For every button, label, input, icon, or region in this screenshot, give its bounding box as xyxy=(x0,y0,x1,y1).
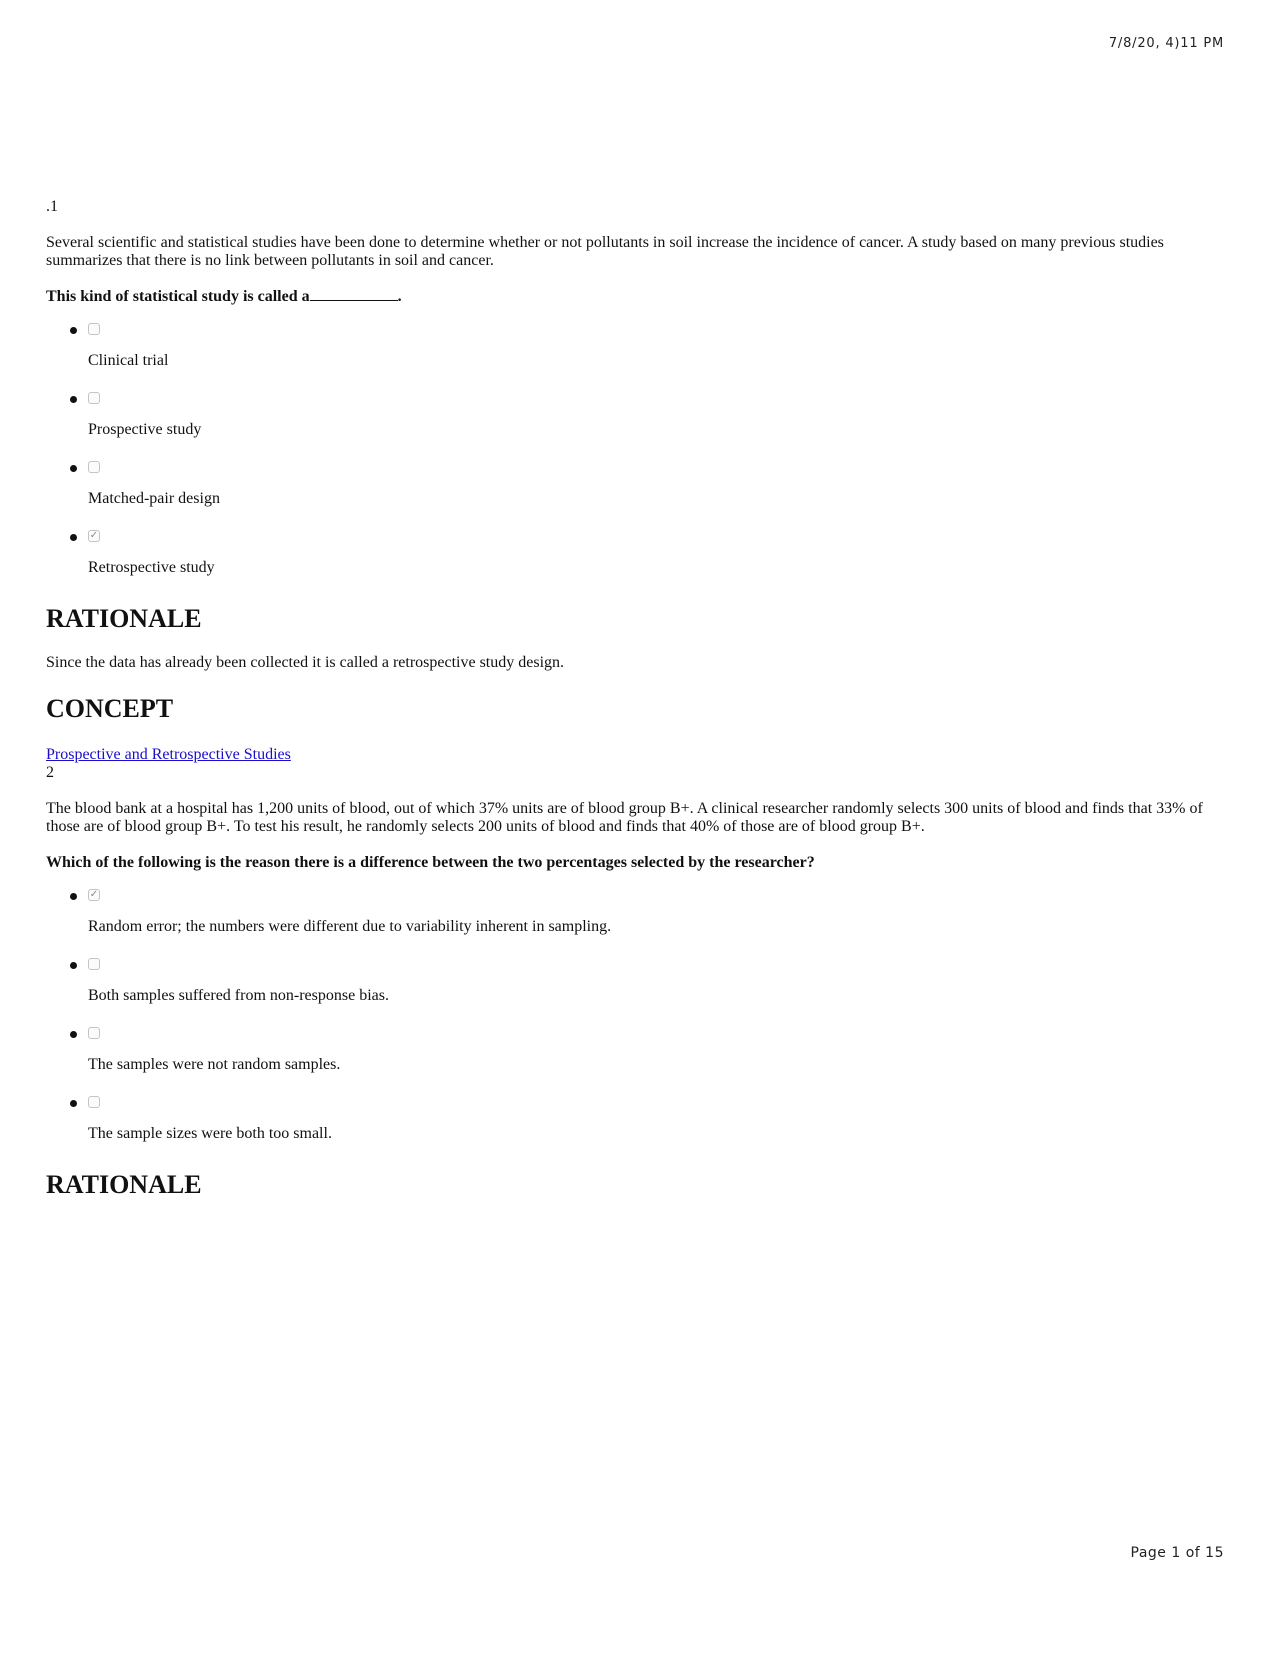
answer-options xyxy=(46,886,1226,1162)
answer-option xyxy=(46,458,1226,527)
checkbox-checked[interactable]: ✓ xyxy=(89,889,99,900)
quiz-content xyxy=(46,198,1226,1200)
question-prompt xyxy=(46,288,1226,306)
question-number: 2 xyxy=(46,764,54,781)
checkbox[interactable] xyxy=(88,323,100,335)
option-label: Retrospective study xyxy=(88,559,215,576)
answer-option xyxy=(46,320,1226,389)
rationale-text: Since the data has already been collected it is called a retrospective study design. xyxy=(46,654,565,671)
answer-option xyxy=(46,389,1226,458)
answer-options xyxy=(46,320,1226,596)
prompt-end: . xyxy=(397,288,402,305)
answer-option xyxy=(46,1093,1226,1162)
checkbox[interactable] xyxy=(88,1027,100,1039)
print-date: 7/8/20, 4)11 PM xyxy=(1108,36,1224,51)
answer-option xyxy=(46,1024,1226,1093)
question-text: The blood bank at a hospital has 1,200 units of blood, out of which 37% units are of blood group B+. A clinical researcher randomly selects 300 units of blood and finds that 33% of those are of blood group B+. To test his result, he randomly selects 200 units of blood and finds that 40% of those are of blood group B+. xyxy=(46,800,1203,835)
bullet-icon xyxy=(70,962,77,969)
answer-option xyxy=(46,527,1226,596)
checkbox[interactable] xyxy=(88,392,100,404)
bullet-icon xyxy=(70,1031,77,1038)
option-label: Both samples suffered from non-response bias. xyxy=(88,987,389,1004)
checkbox[interactable] xyxy=(88,1096,100,1108)
fill-in-blank xyxy=(310,288,398,301)
rationale-heading: RATIONALE xyxy=(46,1170,202,1199)
question-1 xyxy=(46,198,1226,764)
question-prompt: Which of the following is the reason there is a difference between the two percentages selected by the researcher? xyxy=(46,854,815,871)
option-label: Clinical trial xyxy=(88,352,169,369)
answer-option xyxy=(46,955,1226,1024)
checkbox[interactable] xyxy=(88,461,100,473)
concept-link[interactable]: Prospective and Retrospective Studies xyxy=(46,746,291,763)
option-label: Matched-pair design xyxy=(88,490,220,507)
concept-heading: CONCEPT xyxy=(46,694,174,723)
option-label: Random error; the numbers were different due to variability inherent in sampling. xyxy=(88,918,612,935)
question-number: .1 xyxy=(46,198,58,215)
answer-option xyxy=(46,886,1226,955)
bullet-icon xyxy=(70,893,77,900)
option-label: Prospective study xyxy=(88,421,202,438)
option-label: The sample sizes were both too small. xyxy=(88,1125,332,1142)
prompt-text: This kind of statistical study is called a xyxy=(46,288,310,305)
bullet-icon xyxy=(70,534,77,541)
page-indicator: Page 1 of 15 xyxy=(1130,1545,1224,1561)
checkbox[interactable] xyxy=(88,958,100,970)
checkbox-checked[interactable]: ✓ xyxy=(89,530,99,541)
question-2 xyxy=(46,764,1226,1200)
option-label: The samples were not random samples. xyxy=(88,1056,341,1073)
rationale-heading: RATIONALE xyxy=(46,604,202,633)
bullet-icon xyxy=(70,396,77,403)
question-text: Several scientific and statistical studies have been done to determine whether or not pollutants in soil increase the incidence of cancer. A study based on many previous studies summarizes that there is no link between pollutants in soil and cancer. xyxy=(46,234,1164,269)
bullet-icon xyxy=(70,465,77,472)
bullet-icon xyxy=(70,1100,77,1107)
bullet-icon xyxy=(70,327,77,334)
